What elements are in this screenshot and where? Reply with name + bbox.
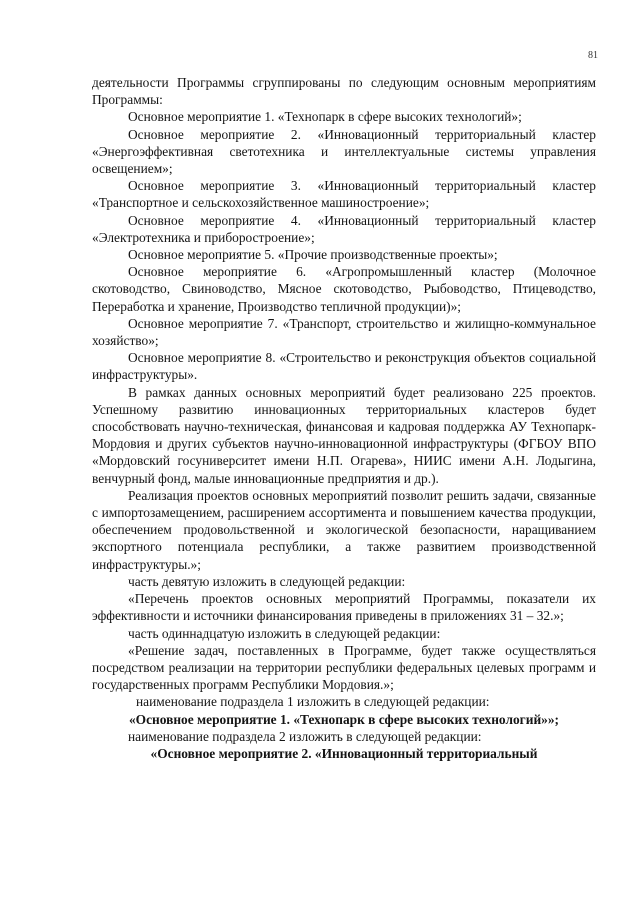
paragraph-measure-2: Основное мероприятие 2. «Инновационный территориальный кластер «Энергоэффективная светотехника и интеллектуальные системы управления освещением»;: [92, 126, 596, 177]
subsection-1-heading: «Основное мероприятие 1. «Технопарк в сфере высоких технологий»»;: [128, 711, 560, 727]
paragraph-part-nine-text: «Перечень проектов основных мероприятий Программы, показатели их эффективности и источники финансирования приведены в приложениях 31 – 32.»;: [92, 591, 596, 624]
paragraph-projects: В рамках данных основных мероприятий будет реализовано 225 проектов. Успешному развитию инновационных территориальных кластеров будет способствовать научно-техническая, финансовая и кадровая поддержка АУ Технопарк-Мордовия и других субъектов научно-инновационной инфраструктуры (ФГБОУ ВПО «Мордовский госуниверситет имени Н.П. Огарева», НИИС имени А.Н. Лодыгина, венчурный фонд, малые инновационные предприятия и др.).: [92, 384, 596, 486]
paragraph-intro: деятельности Программы сгруппированы по следующим основным мероприятиям Программы:: [92, 75, 596, 108]
paragraph-measure-4: Основное мероприятие 4. «Инновационный территориальный кластер «Электротехника и приборостроение»;: [92, 212, 596, 245]
page-number: 81: [588, 50, 598, 61]
paragraph-measure-7: Основное мероприятие 7. «Транспорт, строительство и жилищно-коммунальное хозяйство»;: [92, 315, 596, 349]
paragraph-part-eleven-instruction: часть одиннадцатую изложить в следующей редакции:: [128, 625, 441, 641]
paragraph-measure-3: Основное мероприятие 3. «Инновационный территориальный кластер «Транспортное и сельскохозяйственное машиностроение»;: [92, 178, 596, 211]
paragraph-measure-6: Основное мероприятие 6. «Агропромышленный кластер (Молочное скотоводство, Свиноводство, Мясное скотоводство, Рыбоводство, Птицеводство, Переработка и хранение, Производство тепличной продукции)»;: [92, 264, 596, 314]
paragraph-part-eleven-text: «Решение задач, поставленных в Программе, будет также осуществляться посредством реализации на территории республики федеральных целевых программ и государственных программ Республики Мордовия.»;: [92, 642, 596, 693]
document-body: [92, 74, 596, 762]
paragraph-subsection-2-instruction: наименование подраздела 2 изложить в следующей редакции:: [128, 728, 482, 744]
paragraph-measure-1: Основное мероприятие 1. «Технопарк в сфере высоких технологий»;: [128, 109, 522, 125]
paragraph-subsection-1-instruction: наименование подраздела 1 изложить в следующей редакции:: [136, 694, 490, 710]
subsection-2-heading: «Основное мероприятие 2. «Инновационный территориальный: [150, 745, 538, 761]
paragraph-measure-5: Основное мероприятие 5. «Прочие производственные проекты»;: [128, 247, 498, 263]
paragraph-part-nine-instruction: часть девятую изложить в следующей редакции:: [128, 573, 406, 589]
paragraph-implementation: Реализация проектов основных мероприятий позволит решить задачи, связанные с импортозамещением, расширением ассортимента и повышением качества продукции, обеспечением продовольственной и экологической безопасности, наращиванием экспортного потенциала республики, а также развитием производственной инфраструктуры.»;: [92, 487, 596, 572]
paragraph-measure-8: Основное мероприятие 8. «Строительство и реконструкция объектов социальной инфраструктуры».: [92, 350, 596, 383]
